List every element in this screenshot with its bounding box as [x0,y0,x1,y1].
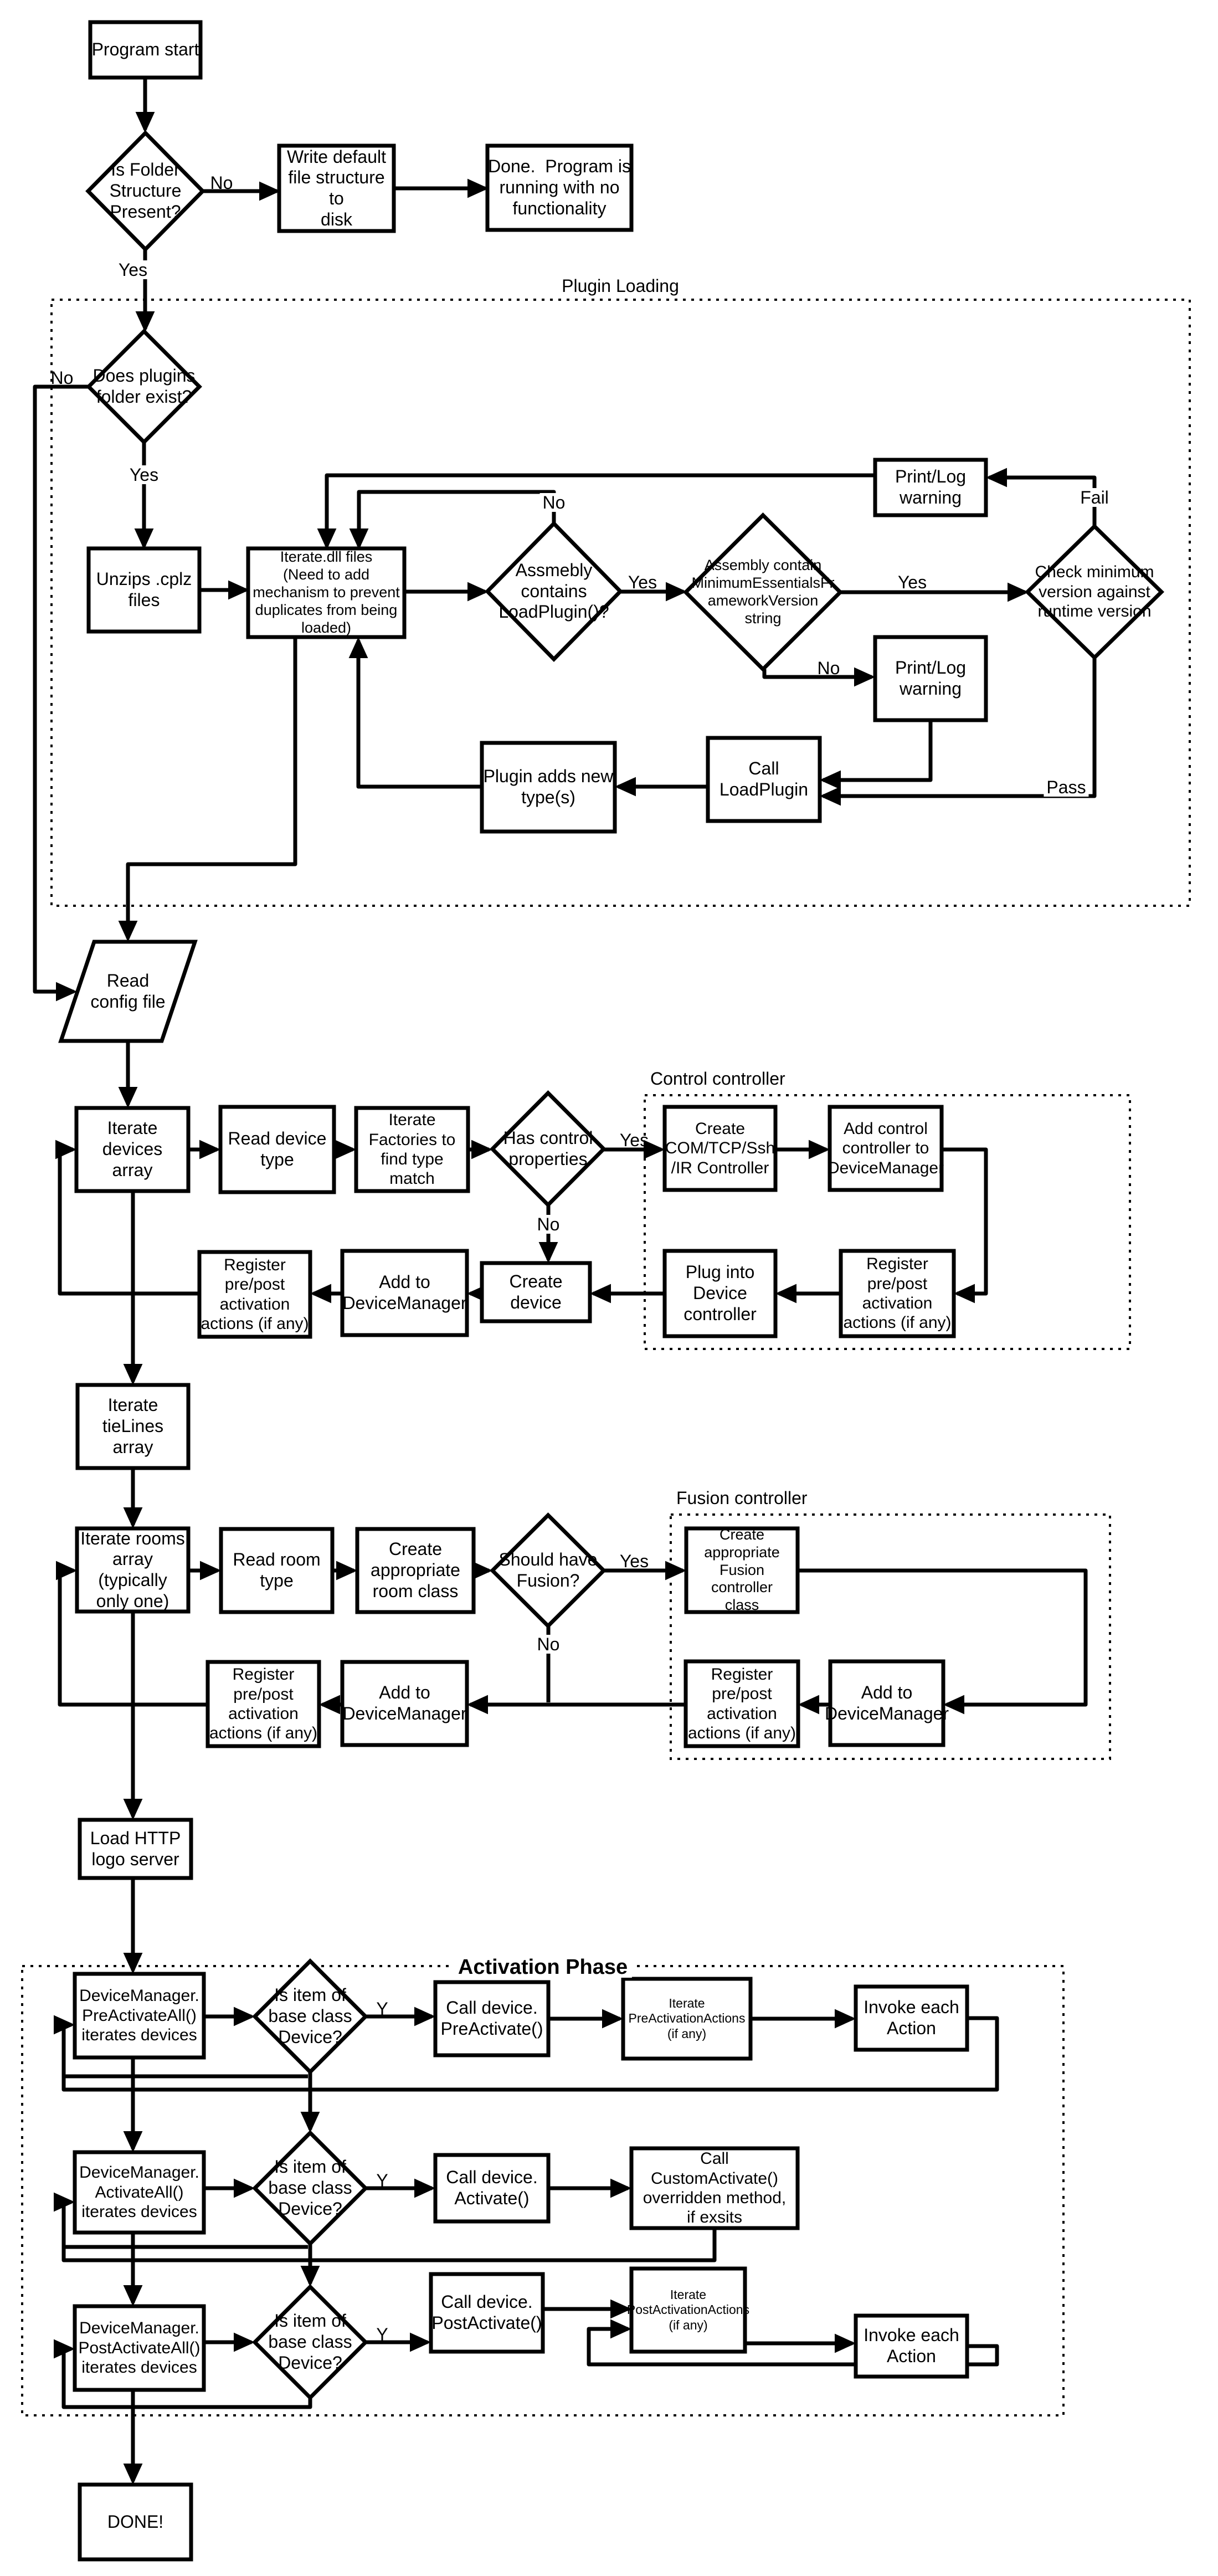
node-postactivate-all-shape [75,2306,204,2390]
node-plugins-folder-label: Does plugins folder exist? [92,366,196,407]
node-read-config-label: Read config file [90,970,166,1012]
node-call-activate-shape [435,2155,548,2221]
edge-label-yes-3: Yes [127,465,161,484]
node-read-room-type-shape [221,1529,332,1612]
node-iterate-rooms-label: Iterate rooms array (typically only one) [80,1528,185,1611]
node-add-to-dm-2-shape [342,1662,467,1745]
section-label-plugin-loading: Plugin Loading [562,276,679,296]
node-is-base-device-3-label: Is item of base class Device? [268,2311,352,2373]
node-plugin-adds-types-label: Plugin adds new type(s) [483,766,614,807]
node-create-com-shape [665,1107,775,1190]
node-invoke-action-2-shape [856,2316,967,2377]
node-call-preactivate-shape [435,1982,548,2055]
node-add-to-dm-1-shape [342,1251,467,1335]
node-is-base-device-2-label: Is item of base class Device? [268,2157,352,2219]
edge-label-fail-8: Fail [1077,488,1112,507]
edge-label-y-16: Y [376,2324,388,2344]
node-warn-bottom-shape [875,637,986,720]
node-assembly-loadplugin-shape [487,524,620,659]
node-iterate-tielines-shape [78,1385,188,1468]
node-register-fusion-shape [686,1661,798,1746]
edge-label-no-11: No [535,1215,563,1234]
node-should-have-fusion-shape [492,1515,604,1626]
edge-connector-18 [128,637,295,938]
node-invoke-action-1-label: Invoke each Action [864,1997,959,2038]
section-label-activation-phase: Activation Phase [454,1957,632,1978]
node-assembly-miness-label: Assembly contain MinimumEssentialsFr ameworkVersion string [691,557,835,627]
node-done-no-func-label: Done. Program is running with no functionality [488,156,631,218]
node-is-base-device-1-label: Is item of base class Device? [268,1985,352,2047]
node-plug-into-device-label: Plug into Device controller [683,1262,757,1324]
edge-label-pass-9: Pass [1044,778,1088,797]
node-write-default-label: Write default file structure to disk [286,146,387,229]
node-iterate-dll-label: Iterate.dll files (Need to add mechanism to prevent duplicates from being loaded) [253,548,400,636]
node-create-fusion-shape [686,1528,798,1612]
node-iterate-devices-label: Iterate devices array [102,1118,163,1180]
node-read-room-type-label: Read room type [233,1549,321,1590]
edge-connector-17 [358,640,482,787]
edge-label-yes-5: Yes [628,572,657,592]
node-iterate-postactions-label: Iterate PostActivationActions (if any) [626,2287,750,2332]
node-create-fusion-label: Create appropriate Fusion controller class [704,1526,780,1614]
node-call-postactivate-label: Call device. PostActivate() [431,2292,542,2333]
node-invoke-action-2-label: Invoke each Action [864,2325,959,2366]
edge-label-no-13: No [535,1635,563,1654]
node-done-label: DONE! [107,2511,164,2532]
node-register-ctrl-label: Register pre/post activation actions (if any) [843,1255,952,1332]
node-is-base-device-1-shape [255,1961,366,2072]
section-label-control-controller: Control controller [650,1068,785,1089]
node-unzips-cplz-shape [89,548,199,632]
node-program-start-shape [90,22,201,78]
edge-label-yes-10: Yes [619,1130,649,1150]
edge-connector-14 [823,720,931,780]
edge-connector-58 [64,2247,308,2260]
node-iterate-factories-shape [356,1108,468,1191]
node-call-activate-label: Call device. Activate() [446,2167,538,2208]
node-add-to-dm-fusion-label: Add to DeviceManager [824,1682,949,1723]
node-register-2-shape [208,1662,319,1746]
node-done-shape [80,2485,191,2559]
node-should-have-fusion-label: Should have Fusion? [498,1549,598,1590]
node-preactivate-all-shape [75,1974,204,2057]
edge-connector-8 [359,492,554,546]
node-add-to-dm-2-label: Add to DeviceManager [342,1682,467,1723]
node-add-control-ctrl-shape [827,1107,944,1190]
node-plugin-adds-types-shape [482,743,615,832]
node-plug-into-device-shape [665,1251,775,1336]
node-register-2-label: Register pre/post activation actions (if any) [209,1665,318,1743]
node-is-base-device-2-shape [255,2133,366,2244]
node-is-base-device-3-shape [255,2287,366,2398]
node-assembly-loadplugin-label: Assmebly contains LoadPlugin()? [498,560,609,622]
node-invoke-action-1-shape [856,1987,967,2050]
edge-connector-4 [35,387,89,992]
node-iterate-preactions-label: Iterate PreActivationActions (if any) [628,1996,746,2041]
node-done-no-func-shape [487,146,631,230]
edge-connector-13 [764,669,872,677]
node-iterate-preactions-shape [623,1979,751,2059]
node-load-http-logo-shape [80,1820,191,1878]
node-iterate-postactions-shape [626,2269,750,2352]
node-write-default-shape [279,146,394,231]
node-preactivate-all-label: DeviceManager. PreActivateAll() iterates devices [79,1987,199,2045]
edge-label-yes-12: Yes [619,1551,649,1571]
edge-label-no-4: No [540,493,568,512]
node-iterate-dll-shape [248,548,404,637]
node-program-start-label: Program start [91,39,199,60]
node-register-1-shape [199,1252,310,1337]
node-iterate-devices-shape [76,1108,188,1191]
node-read-config-shape [61,942,195,1041]
node-activate-all-label: DeviceManager. ActivateAll() iterates devices [79,2163,199,2221]
node-is-folder-present-label: Is Folder Structure Present? [109,160,182,222]
node-call-customactivate-label: Call CustomActivate() overridden method, if exsits [643,2149,787,2227]
edge-connector-12 [327,475,875,546]
edge-connector-11 [989,478,1094,526]
node-call-postactivate-shape [431,2274,543,2352]
section-label-fusion-controller: Fusion controller [676,1487,808,1508]
node-register-ctrl-shape [841,1251,954,1336]
node-has-control-props-label: Has control properties [503,1128,593,1169]
node-add-to-dm-1-label: Add to DeviceManager [342,1272,467,1313]
node-warn-top-label: Print/Log warning [895,466,967,507]
edge-label-yes-6: Yes [897,572,927,592]
node-warn-top-shape [875,460,986,515]
node-create-room-class-label: Create appropriate room class [371,1539,460,1601]
edge-label-yes-1: Yes [116,260,150,279]
node-add-control-ctrl-label: Add control controller to DeviceManager [827,1119,944,1177]
node-create-device-label: Create device [509,1271,568,1312]
node-create-com-label: Create COM/TCP/Ssh /IR Controller [665,1119,775,1177]
edge-label-no-7: No [817,658,840,678]
node-check-min-version-shape [1027,526,1162,658]
node-warn-bottom-label: Print/Log warning [895,658,967,699]
node-plugins-folder-shape [89,331,199,442]
node-register-fusion-label: Register pre/post activation actions (if any) [687,1665,796,1742]
edge-label-y-15: Y [376,2170,388,2190]
section-plugin-loading [52,300,1190,906]
edge-connector-51 [64,2076,308,2090]
node-call-customactivate-shape [631,2148,798,2228]
node-activate-all-shape [75,2152,204,2233]
node-call-preactivate-label: Call device. PreActivate() [440,1998,543,2039]
node-read-device-type-shape [220,1107,334,1192]
node-has-control-props-shape [492,1093,604,1205]
node-load-http-logo-label: Load HTTP logo server [90,1828,181,1869]
node-iterate-tielines-label: Iterate tieLines array [102,1395,164,1457]
node-unzips-cplz-label: Unzips .cplz files [96,569,192,610]
node-call-loadplugin-shape [708,738,820,821]
edge-label-no-2: No [50,368,74,388]
node-postactivate-all-label: DeviceManager. PostActivateAll() iterates devices [78,2319,201,2377]
edge-label-no-0: No [210,173,233,193]
node-create-room-class-shape [357,1529,474,1612]
node-read-device-type-label: Read device type [228,1128,327,1169]
node-iterate-rooms-shape [77,1528,188,1612]
node-create-device-shape [482,1263,590,1321]
node-iterate-factories-label: Iterate Factories to find type match [368,1111,456,1188]
edge-label-y-14: Y [376,1999,388,2019]
node-check-min-version-label: Check minimum version against runtime version [1035,563,1154,621]
node-assembly-miness-shape [686,515,840,669]
node-add-to-dm-fusion-shape [824,1661,949,1745]
node-is-folder-present-shape [88,133,203,249]
node-register-1-label: Register pre/post activation actions (if any) [201,1255,309,1333]
node-call-loadplugin-label: Call LoadPlugin [719,758,809,799]
